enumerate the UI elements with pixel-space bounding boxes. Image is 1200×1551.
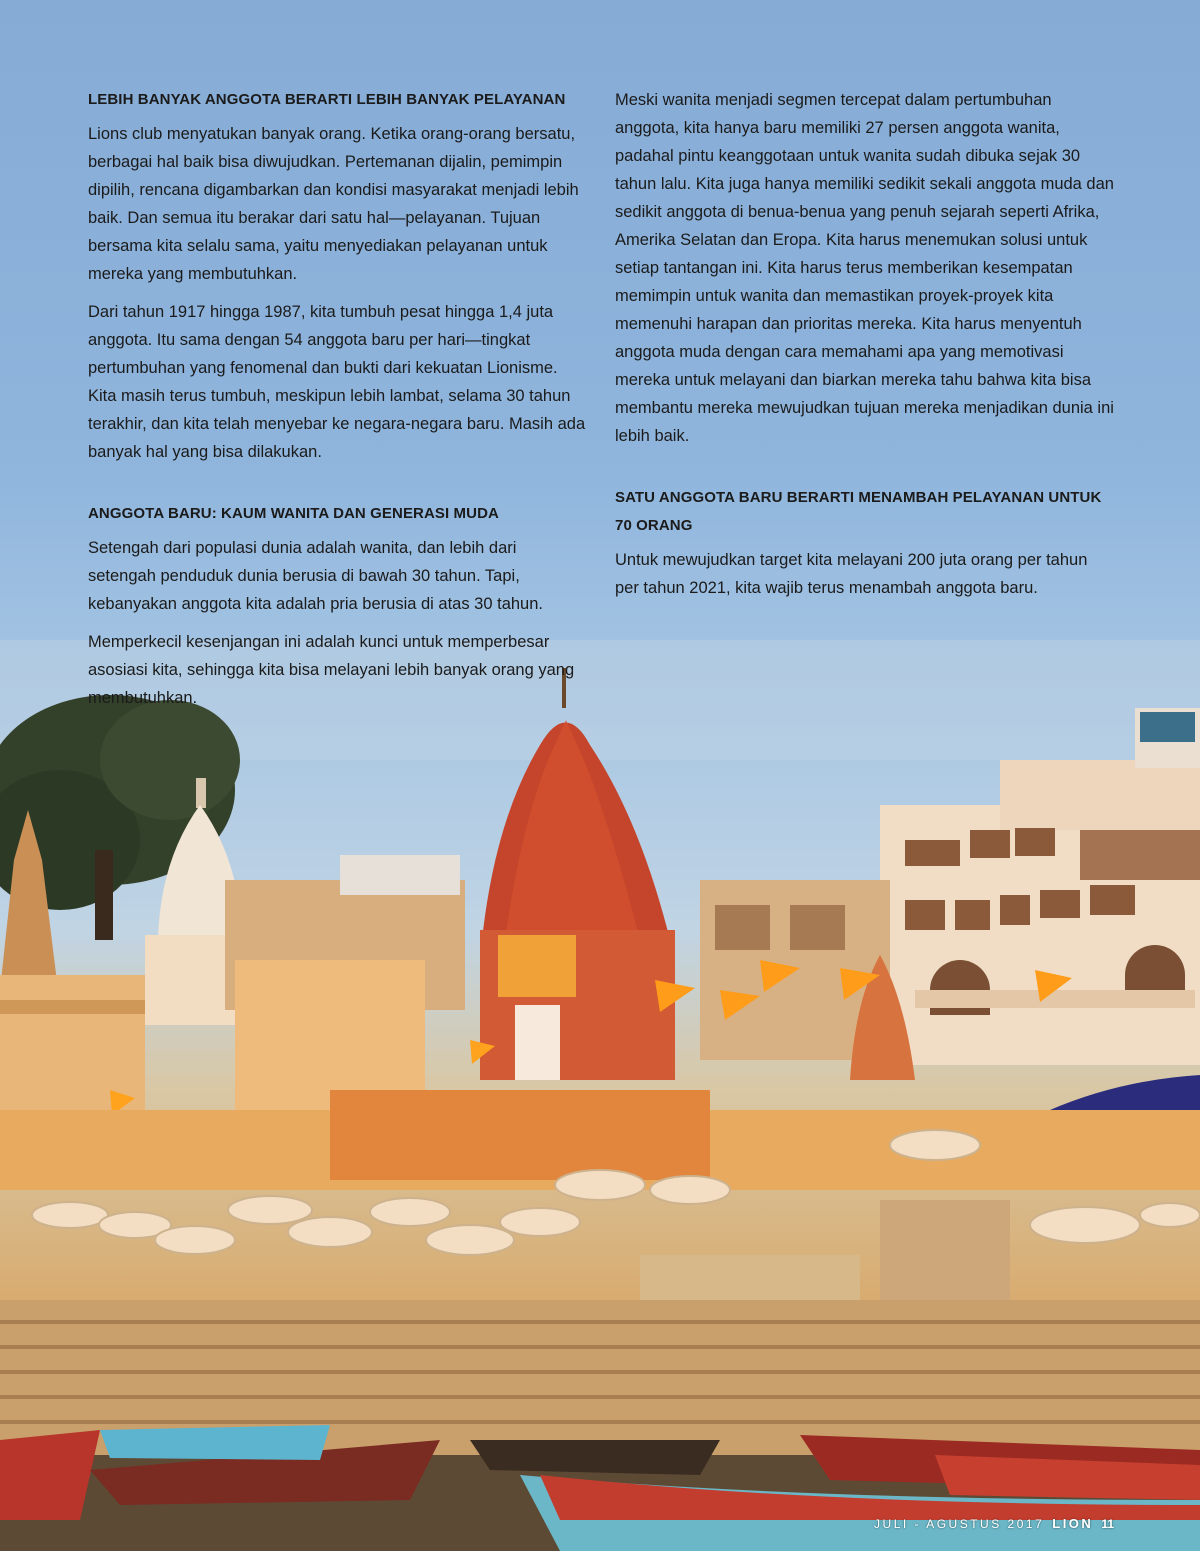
section-heading-one-new-member: SATU ANGGOTA BARU BERARTI MENAMBAH PELAYANAN UNTUK 70 ORANG — [615, 489, 1102, 534]
paragraph-closing-gap: Memperkecil kesenjangan ini adalah kunci untuk memperbesar asosiasi kita, sehingga kita bisa melayani lebih banyak orang yang membutuhkan. — [88, 633, 575, 707]
paragraph-target-2021: Untuk mewujudkan target kita melayani 200 juta orang per tahun per tahun 2021, kita wajib terus menambah anggota baru. — [615, 551, 1088, 597]
right-buildings — [700, 708, 1200, 1065]
left-column — [88, 86, 588, 722]
paragraph-lions-unite: Lions club menyatukan banyak orang. Ketika orang-orang bersatu, berbagai hal baik bisa diwujudkan. Pertemanan dijalin, pemimpin dipilih, rencana digambarkan dan kondisi masyarakat menjadi lebih baik. Dan semua itu berakar dari satu hal—pelayanan. Tujuan bersama kita selalu sama, yaitu menyediakan pelayanan untuk mereka yang membutuhkan. — [88, 125, 579, 283]
page-number: 11 — [1101, 1517, 1114, 1531]
section-heading-new-members: ANGGOTA BARU: KAUM WANITA DAN GENERASI MUDA — [88, 505, 499, 522]
paragraph-population: Setengah dari populasi dunia adalah wanita, dan lebih dari setengah penduduk dunia berusia di bawah 30 tahun. Tapi, kebanyakan anggota kita adalah pria berusia di atas 30 tahun. — [88, 539, 543, 613]
magazine-name: LION — [1052, 1516, 1094, 1531]
right-column — [615, 86, 1115, 612]
page-footer — [874, 1516, 1114, 1531]
left-building — [0, 975, 145, 1115]
section-heading-more-members: LEBIH BANYAK ANGGOTA BERARTI LEBIH BANYAK PELAYANAN — [88, 91, 566, 108]
paragraph-women-members: Meski wanita menjadi segmen tercepat dalam pertumbuhan anggota, kita hanya baru memiliki 27 persen anggota wanita, padahal pintu keanggotaan untuk wanita sudah dibuka sejak 30 tahun lalu. Kita juga hanya memiliki sedikit sekali anggota muda dan sedikit anggota di benua-benua yang penuh sejarah seperti Afrika, Amerika Selatan dan Eropa. Kita harus menemukan solusi untuk setiap tantangan ini. Kita harus terus memberikan kesempatan memimpin untuk wanita dan memastikan proyek-proyek kita memenuhi harapan dan prioritas mereka. Kita harus menyentuh anggota muda dengan cara memahami apa yang memotivasi mereka untuk melayani dan biarkan mereka tahu bahwa kita bisa membantu mereka mewujudkan tujuan mereka menjadikan dunia ini lebih baik. — [615, 91, 1114, 445]
paragraph-growth-history: Dari tahun 1917 hingga 1987, kita tumbuh pesat hingga 1,4 juta anggota. Itu sama dengan 54 anggota baru per hari—tingkat pertumbuhan yang fenomenal dan bukti dari kekuatan Lionisme. Kita masih terus tumbuh, meskipun lebih lambat, selama 30 tahun terakhir, dan kita telah menyebar ke negara-negara baru. Masih ada banyak hal yang bisa dilakukan. — [88, 303, 586, 461]
issue-date: JULI - AGUSTUS 2017 — [874, 1517, 1045, 1531]
